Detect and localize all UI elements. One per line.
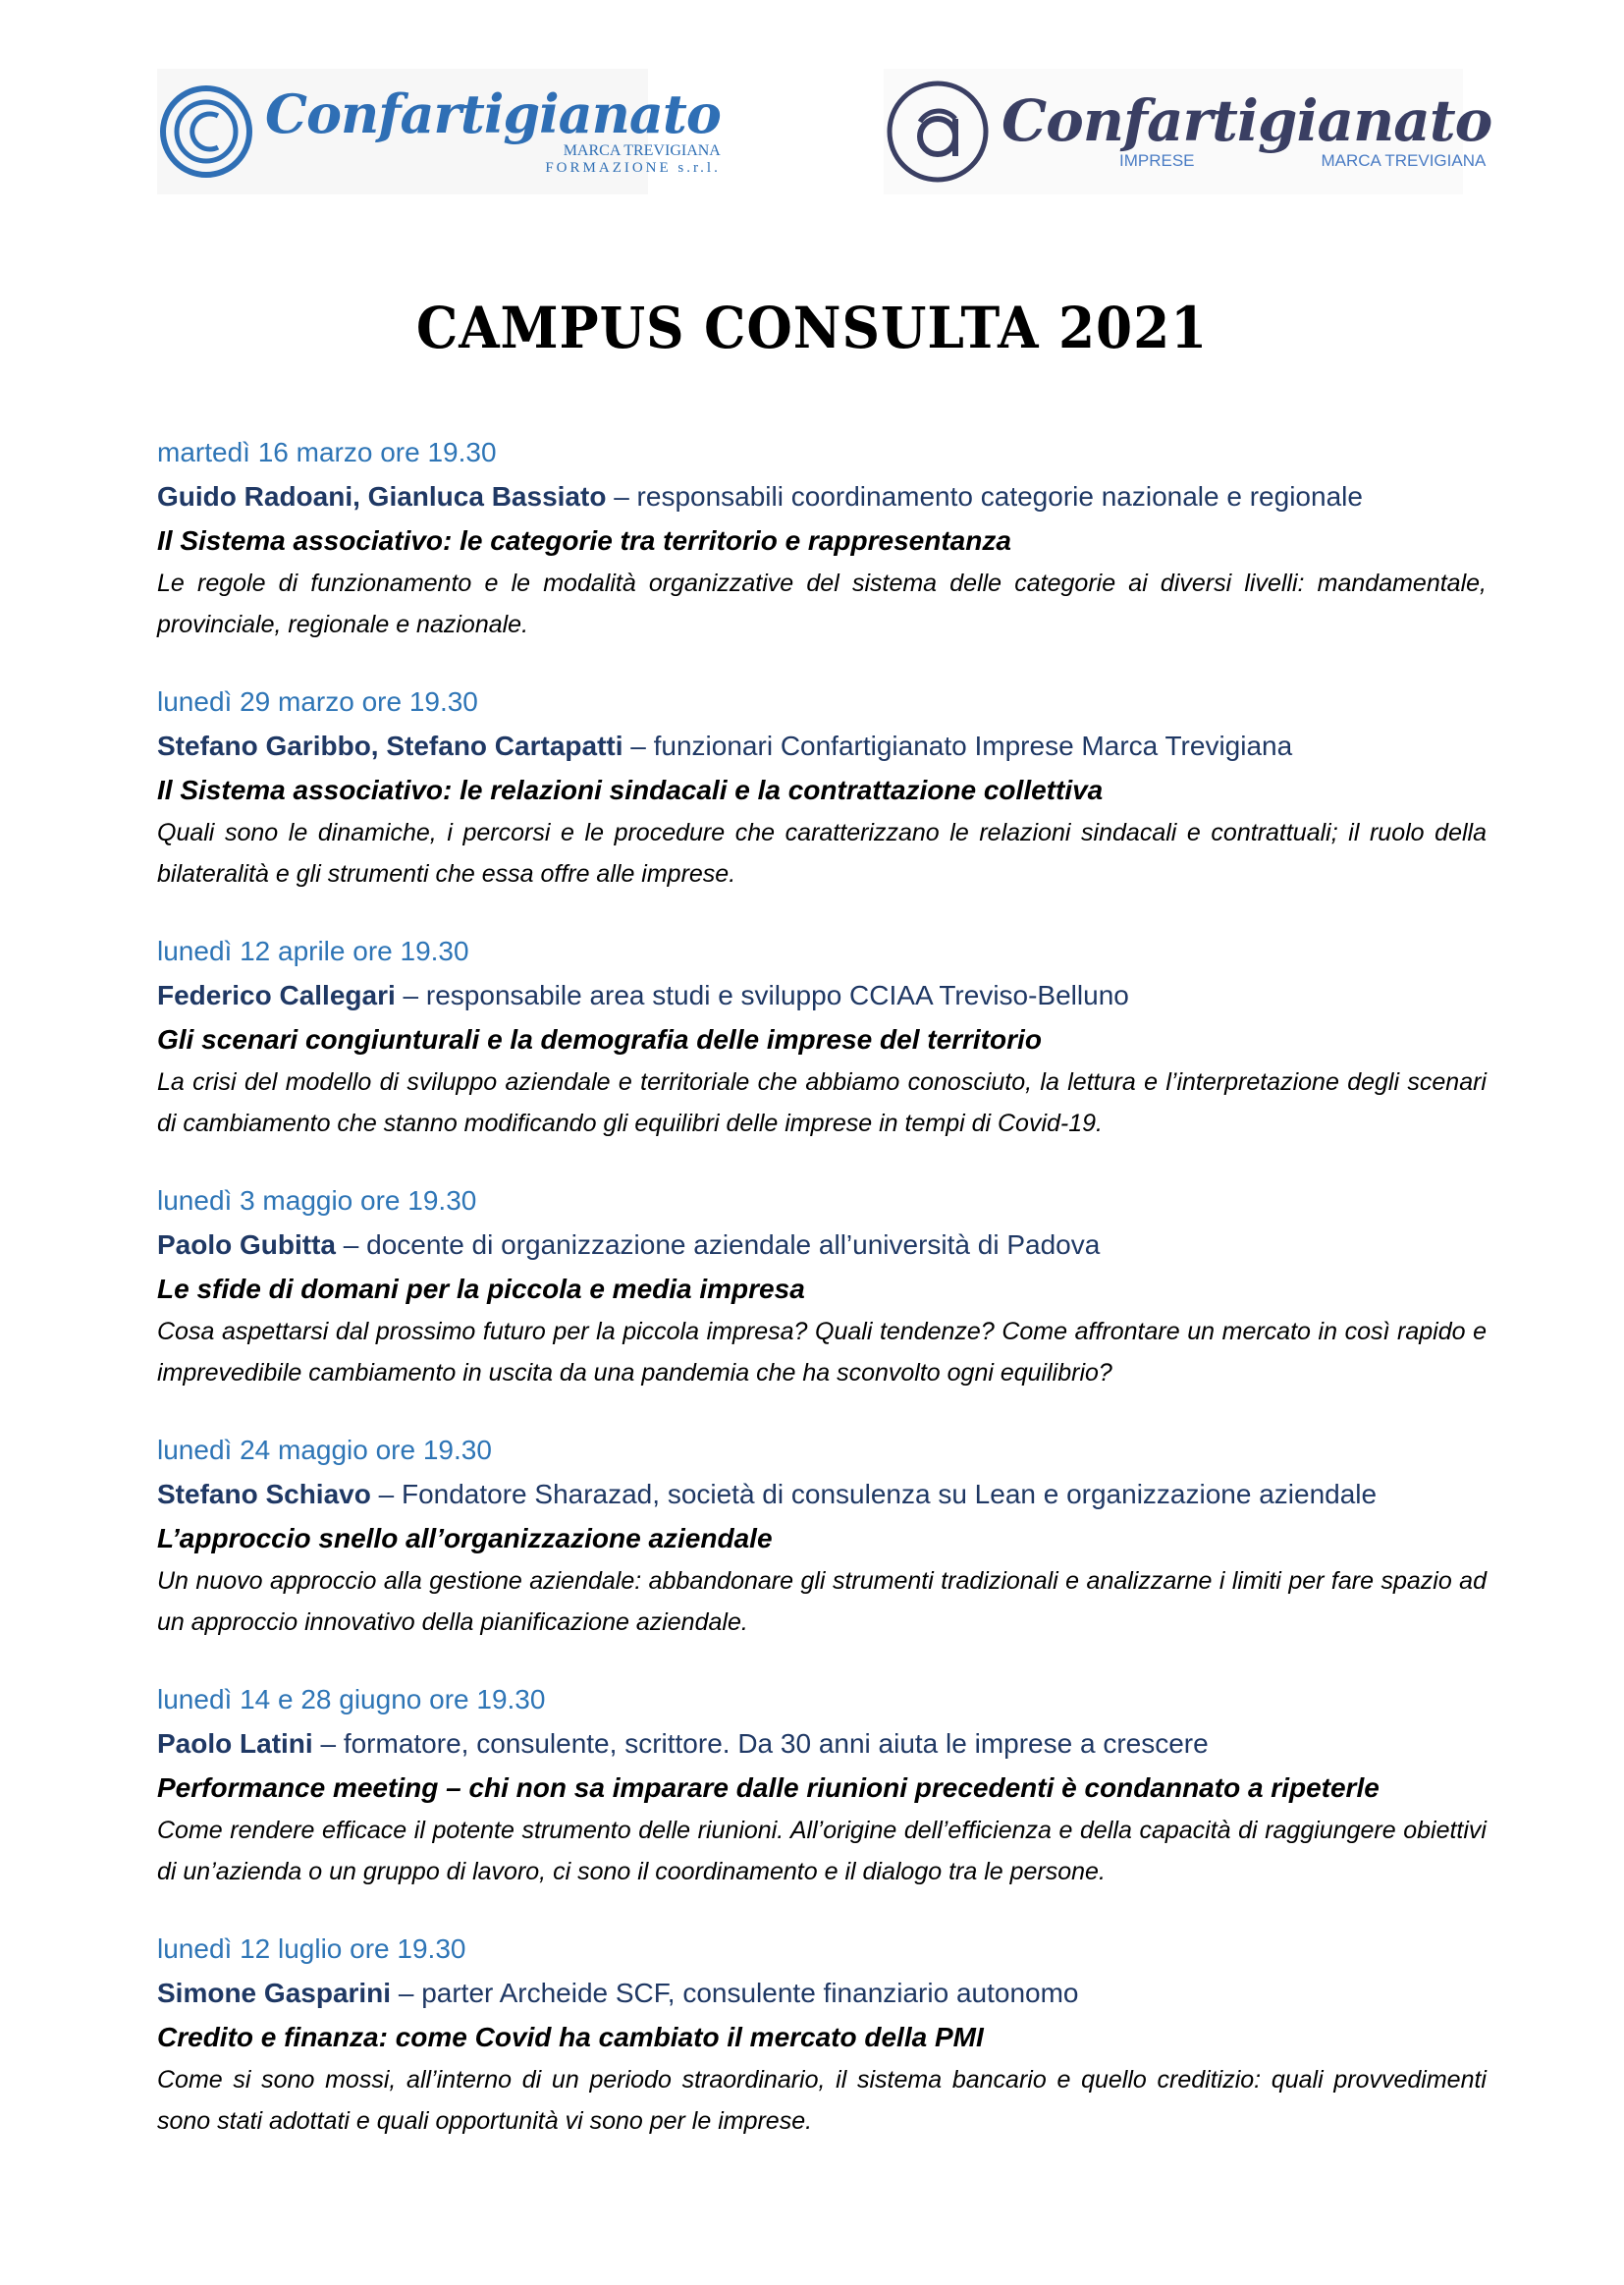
speaker-role: – parter Archeide SCF, consulente finanziario autonomo xyxy=(391,1978,1079,2008)
event-description: Come si sono mossi, all’interno di un periodo straordinario, il sistema bancario e quello creditizio: quali provvedimenti sono stati adottati e quali opportunità vi sono per le imprese. xyxy=(157,2066,1487,2135)
event-item xyxy=(157,1428,1487,1643)
event-date: lunedì 14 e 28 giugno ore 19.30 xyxy=(157,1684,546,1714)
event-item xyxy=(157,1178,1487,1393)
event-date: lunedì 3 maggio ore 19.30 xyxy=(157,1185,477,1216)
event-title: L’approccio snello all’organizzazione aziendale xyxy=(157,1523,773,1553)
events-list xyxy=(157,430,1487,2176)
event-item xyxy=(157,680,1487,895)
event-date: martedì 16 marzo ore 19.30 xyxy=(157,437,497,467)
event-description: La crisi del modello di sviluppo aziendale e territoriale che abbiamo conosciuto, la lettura e l’interpretazione degli scenari di cambiamento che stanno modificando gli equilibri delle imprese in tempi di Covid-19. xyxy=(157,1068,1487,1137)
event-description: Un nuovo approccio alla gestione aziendale: abbandonare gli strumenti tradizionali e analizzarne i limiti per fare spazio ad un approccio innovativo della pianificazione aziendale. xyxy=(157,1567,1487,1636)
speaker-role: – formatore, consulente, scrittore. Da 30 anni aiuta le imprese a crescere xyxy=(312,1728,1209,1759)
speaker-role: – responsabile area studi e sviluppo CCIAA Treviso-Belluno xyxy=(395,980,1129,1010)
speaker-role: – funzionari Confartigianato Imprese Marca Trevigiana xyxy=(623,731,1293,761)
speaker-names: Paolo Latini xyxy=(157,1728,313,1759)
speaker-line xyxy=(157,474,1487,518)
event-title: Performance meeting – chi non sa imparare dalle riunioni precedenti è condannato a ripeterle xyxy=(157,1772,1380,1803)
speaker-names: Federico Callegari xyxy=(157,980,396,1010)
event-title: Credito e finanza: come Covid ha cambiato il mercato della PMI xyxy=(157,2022,984,2052)
confartigianato-imprese-logo xyxy=(884,69,1492,194)
speaker-names: Paolo Gubitta xyxy=(157,1229,336,1260)
logo-wordmark: Confartigianato xyxy=(265,82,721,145)
confartigianato-emblem-icon xyxy=(884,78,992,186)
event-title: Le sfide di domani per la piccola e media impresa xyxy=(157,1274,805,1304)
logo-subtitle-secondary: FORMAZIONE s.r.l. xyxy=(545,159,721,176)
event-date: lunedì 12 aprile ore 19.30 xyxy=(157,936,469,966)
logo-subtitle-left: IMPRESE xyxy=(1119,151,1195,170)
event-date: lunedì 29 marzo ore 19.30 xyxy=(157,686,478,717)
speaker-role: – docente di organizzazione aziendale all’università di Padova xyxy=(336,1229,1101,1260)
speaker-role: – Fondatore Sharazad, società di consulenza su Lean e organizzazione aziendale xyxy=(370,1479,1378,1509)
logo-subtitle-right: MARCA TREVIGIANA xyxy=(1321,151,1487,170)
event-title: Il Sistema associativo: le relazioni sindacali e la contrattazione collettiva xyxy=(157,775,1104,805)
speaker-line xyxy=(157,1472,1487,1516)
speaker-names: Simone Gasparini xyxy=(157,1978,392,2008)
event-item xyxy=(157,430,1487,645)
event-item xyxy=(157,929,1487,1144)
event-description: Le regole di funzionamento e le modalità organizzative del sistema delle categorie ai diversi livelli: mandamentale, provinciale, regionale e nazionale. xyxy=(157,570,1487,638)
event-description: Cosa aspettarsi dal prossimo futuro per la piccola impresa? Quali tendenze? Come affrontare un mercato in così rapido e imprevedibile cambiamento in uscita da una pandemia che ha sconvolto ogni equilibrio? xyxy=(157,1318,1487,1387)
event-item xyxy=(157,1677,1487,1892)
event-title: Gli scenari congiunturali e la demografia delle imprese del territorio xyxy=(157,1024,1042,1055)
speaker-line xyxy=(157,973,1487,1017)
logo-subtitle: MARCA TREVIGIANA xyxy=(563,141,721,159)
speaker-line xyxy=(157,724,1487,768)
speaker-line xyxy=(157,1223,1487,1267)
confartigianato-emblem-icon xyxy=(157,82,255,181)
event-date: lunedì 24 maggio ore 19.30 xyxy=(157,1435,492,1465)
event-description: Come rendere efficace il potente strumento delle riunioni. All’origine dell’efficienza e della capacità di raggiungere obiettivi di un’azienda o un gruppo di lavoro, ci sono il coordinamento e il dialogo tra le persone. xyxy=(157,1817,1487,1885)
page-title: CAMPUS CONSULTA 2021 xyxy=(415,295,1209,361)
speaker-names: Stefano Schiavo xyxy=(157,1479,371,1509)
event-date: lunedì 12 luglio ore 19.30 xyxy=(157,1933,466,1964)
speaker-line xyxy=(157,1971,1487,2015)
logo-wordmark: Confartigianato xyxy=(1001,87,1492,154)
event-description: Quali sono le dinamiche, i percorsi e le procedure che caratterizzano le relazioni sindacali e contrattuali; il ruolo della bilateralità e gli strumenti che essa offre alle imprese. xyxy=(157,819,1487,888)
event-title: Il Sistema associativo: le categorie tra territorio e rappresentanza xyxy=(157,525,1011,556)
speaker-line xyxy=(157,1721,1487,1766)
speaker-names: Guido Radoani, Gianluca Bassiato xyxy=(157,481,607,512)
speaker-role: – responsabili coordinamento categorie nazionale e regionale xyxy=(606,481,1363,512)
confartigianato-formazione-logo xyxy=(157,69,721,194)
event-item xyxy=(157,1927,1487,2142)
speaker-names: Stefano Garibbo, Stefano Cartapatti xyxy=(157,731,623,761)
